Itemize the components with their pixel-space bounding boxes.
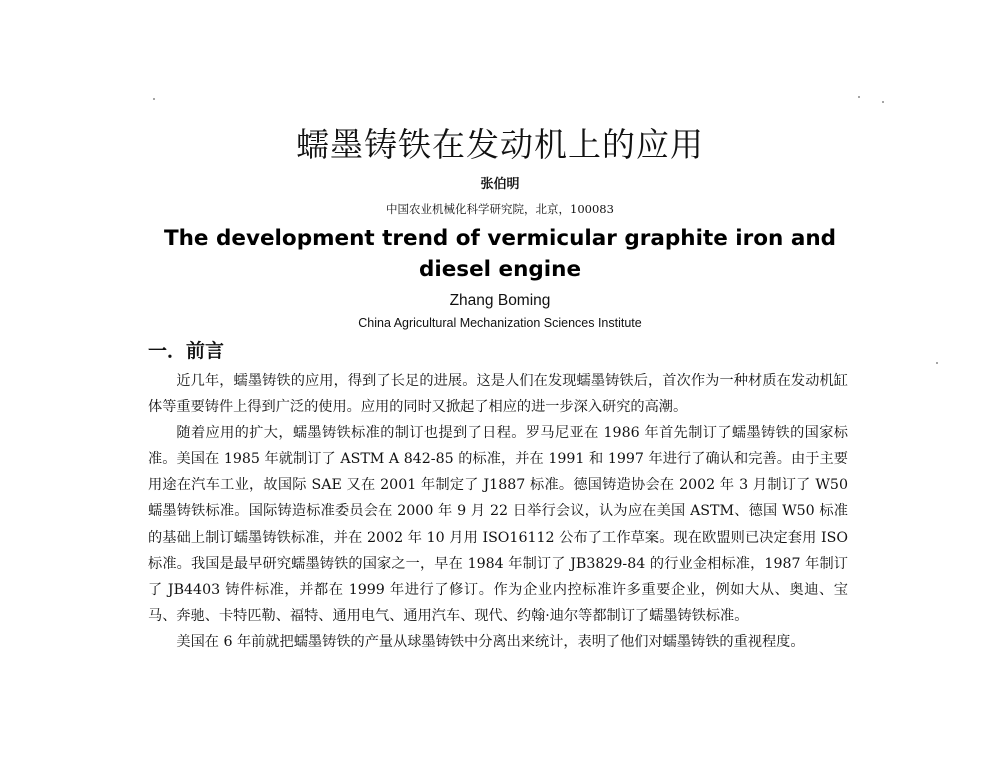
scan-speck (882, 101, 884, 103)
paragraph: 美国在 6 年前就把蠕墨铸铁的产量从球墨铸铁中分离出来统计，表明了他们对蠕墨铸铁的重视程度。 (176, 633, 805, 650)
paper-title-en: The development trend of vermicular graphite iron and diesel engine (163, 226, 837, 282)
paper-title-cn: 蠕墨铸铁在发动机上的应用 (296, 125, 704, 164)
section-heading: 一．前言 (148, 340, 225, 362)
paragraph: 近几年，蠕墨铸铁的应用，得到了长足的进展。这是人们在发现蠕墨铸铁后，首次作为一种材质在发动机缸体等重要铸件上得到广泛的使用。应用的同时又掀起了相应的进一步深入研究的高潮。 (148, 373, 848, 416)
author-name-cn: 张伯明 (480, 177, 520, 192)
paragraph: 随着应用的扩大，蠕墨铸铁标准的制订也提到了日程。罗马尼亚在 1986 年首先制订了蠕墨铸铁的国家标准。美国在 1985 年就制订了 ASTM A 842-85 的标准，并在 1991 和 1997 年进行了确认和完善。由于主要用途在汽车工业，故国际 SAE 又在 2001 年制定了 J1887 标准。德国铸造协会在 2002 年 3 月制订了 W50 蠕墨铸铁标准。国际铸造标准委员会在 2000 年 9 月 22 日举行会议，认为应在美国 ASTM、德国 W50 标准的基础上制订蠕墨铸铁标准，并在 2002 年 10 月用 ISO16112 公布了工作草案。现在欧盟则已决定套用 ISO 标准。我国是最早研究蠕墨铸铁的国家之一，早在 1984 年制订了 JB3829-84 的行业金相标准，1987 年制订了 JB4403 铸件标准，并都在 1999 年进行了修订。作为企业内控标准许多重要企业，例如大从、奥迪、宝马、奔驰、卡特匹勒、福特、通用电气、通用汽车、现代、约翰·迪尔等都制订了蠕墨铸铁标准。 (148, 425, 848, 624)
section-body (148, 368, 848, 655)
scan-speck (936, 362, 938, 364)
scan-speck (153, 98, 155, 100)
scan-speck (858, 96, 860, 98)
author-affiliation-cn: 中国农业机械化科学研究院，北京，100083 (386, 202, 614, 216)
author-name-en: Zhang Boming (449, 292, 551, 309)
author-affiliation-en: China Agricultural Mechanization Sciences Institute (358, 316, 642, 330)
